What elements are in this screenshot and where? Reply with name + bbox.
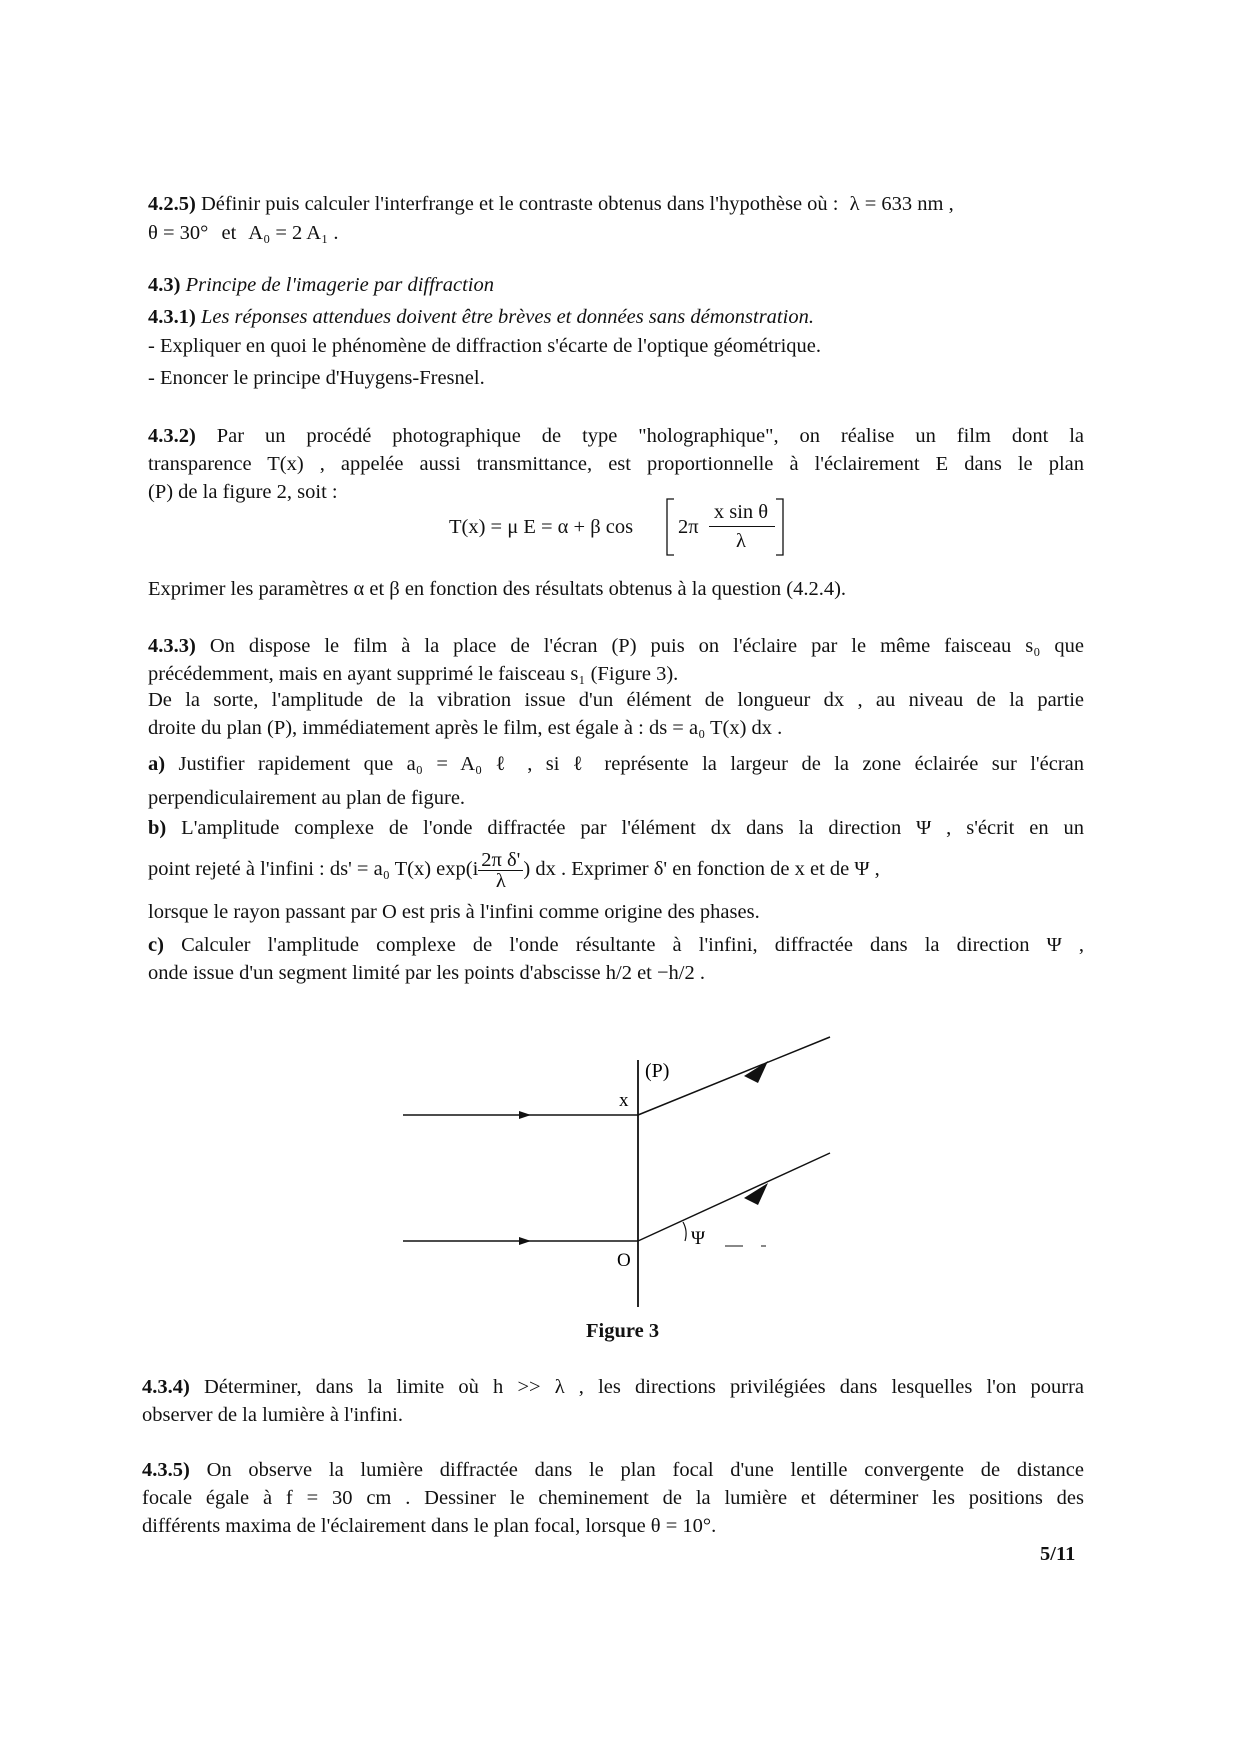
origin-label: O (617, 1250, 631, 1271)
q433c-label: c) (148, 934, 164, 956)
q431-heading (148, 303, 814, 331)
q433-line4: droite du plan (P), immédiatement après le film, est égale à : ds = a₀ T(x) dx . (148, 717, 783, 739)
q433b-text2-post: ) dx . Exprimer δ' en fonction de x et de Ψ , (523, 858, 880, 880)
q433b-line3: lorsque le rayon passant par O est pris à l'infini comme origine des phases. (148, 901, 760, 923)
q434-text1: Déterminer, dans la limite où h >> λ , les directions privilégiées dans lesquelles l'on pourra (203, 1376, 1084, 1398)
q432-line4: Exprimer les paramètres α et β en fonction des résultats obtenus à la question (4.2.4). (148, 578, 847, 600)
q433-line2: précédemment, mais en ayant supprimé le faisceau s₁ (Figure 3). (148, 663, 679, 685)
page-number: 5/11 (1040, 1543, 1076, 1565)
q431-note: Les réponses attendues doivent être brèves et données sans démonstration. (200, 306, 814, 328)
q434-line2: observer de la lumière à l'infini. (142, 1404, 403, 1426)
q425-amplitude: A₀ = 2 A₁ . (248, 222, 339, 244)
q432-number: 4.3.2) (148, 425, 196, 447)
q432-line1 (148, 422, 1084, 450)
q433b-phase-fraction (478, 850, 523, 891)
q433a-text1: Justifier rapidement que a₀ = A₀ ℓ , si ℓ représente la largeur de la zone éclairée sur l'écran (178, 753, 1084, 775)
q431-item2: - Enoncer le principe d'Huygens-Fresnel. (148, 367, 485, 389)
q432-line2: transparence T(x) , appelée aussi transmittance, est proportionnelle à l'éclairement E dans le plan (148, 453, 1084, 475)
q425-et: et (221, 222, 237, 244)
q431-number: 4.3.1) (148, 306, 196, 328)
q433a-label: a) (148, 753, 166, 775)
q425-text: Définir puis calculer l'interfrange et le contraste obtenus dans l'hypothèse où : (200, 193, 839, 215)
formula-right-bracket (771, 497, 791, 557)
x-label: x (619, 1090, 629, 1111)
section-43-title: Principe de l'imagerie par diffraction (185, 274, 494, 296)
incident-arrow-o (519, 1237, 531, 1245)
q434-number: 4.3.4) (142, 1376, 190, 1398)
diffracted-arrow-x (744, 1061, 768, 1083)
q432-line3: (P) de la figure 2, soit : (148, 481, 338, 503)
q433-text1: On dispose le film à la place de l'écran (P) puis on l'éclaire par le même faisceau s₀ que (209, 635, 1085, 657)
q433b-fraction-denominator: λ (495, 869, 506, 892)
q435-line3: différents maxima de l'éclairement dans le plan focal, lorsque θ = 10°. (142, 1515, 717, 1537)
q435-line2: focale égale à f = 30 cm . Dessiner le cheminement de la lumière et déterminer les positions des (142, 1487, 1084, 1509)
formula-lhs: T(x) = μ E = α + β cos (449, 516, 634, 538)
q435-number: 4.3.5) (142, 1459, 190, 1481)
q433a-line1 (148, 750, 1084, 778)
q434-line1 (142, 1373, 1084, 1401)
transmittance-formula (449, 497, 789, 557)
q433b-text1: L'amplitude complexe de l'onde diffractée par l'élément dx dans la direction Ψ , s'écrit en un (181, 817, 1085, 839)
q425-line1 (148, 190, 954, 218)
q433c-line2: onde issue d'un segment limité par les points d'abscisse h/2 et −h/2 . (148, 962, 705, 984)
psi-label: Ψ (691, 1228, 706, 1249)
q425-number: 4.2.5) (148, 193, 196, 215)
formula-numerator: x sin θ (713, 501, 769, 523)
q433-number: 4.3.3) (148, 635, 196, 657)
q435-text1: On observe la lumière diffractée dans le plan focal d'une lentille convergente de distance (206, 1459, 1085, 1481)
figure-3-caption: Figure 3 (586, 1320, 660, 1342)
diffracted-ray-o (638, 1153, 830, 1241)
formula-two-pi: 2π (678, 516, 699, 538)
q433b-line2 (148, 842, 1084, 896)
formula-denominator: λ (736, 530, 746, 552)
section-43-heading (148, 271, 494, 299)
q431-item1: - Expliquer en quoi le phénomène de diffraction s'écarte de l'optique géométrique. (148, 335, 822, 357)
plane-label: (P) (645, 1060, 670, 1082)
section-43-number: 4.3) (148, 274, 181, 296)
q433-line3: De la sorte, l'amplitude de la vibration issue d'un élément de longueur dx , au niveau de la partie (148, 689, 1084, 711)
figure-3-diagram (395, 1035, 845, 1315)
q433c-text1: Calculer l'amplitude complexe de l'onde résultante à l'infini, diffractée dans la direction Ψ , (181, 934, 1084, 956)
q435-line1 (142, 1456, 1084, 1484)
q425-line2 (148, 219, 338, 247)
q433c-line1 (148, 931, 1084, 959)
psi-angle-arc (683, 1222, 686, 1241)
q433b-label: b) (148, 817, 167, 839)
q433b-text2-pre: point rejeté à l'infini : ds' = a₀ T(x) exp(i (148, 858, 479, 880)
incident-arrow-x (519, 1111, 531, 1119)
q433b-fraction-numerator: 2π δ' (478, 850, 523, 871)
q433b-line1 (148, 814, 1084, 842)
q433a-line2: perpendiculairement au plan de figure. (148, 787, 466, 809)
q432-text1: Par un procédé photographique de type "holographique", on réalise un film dont la (216, 425, 1084, 447)
q433-line1 (148, 632, 1084, 660)
q425-theta: θ = 30° (148, 222, 209, 244)
q425-lambda: λ = 633 nm , (849, 193, 954, 215)
